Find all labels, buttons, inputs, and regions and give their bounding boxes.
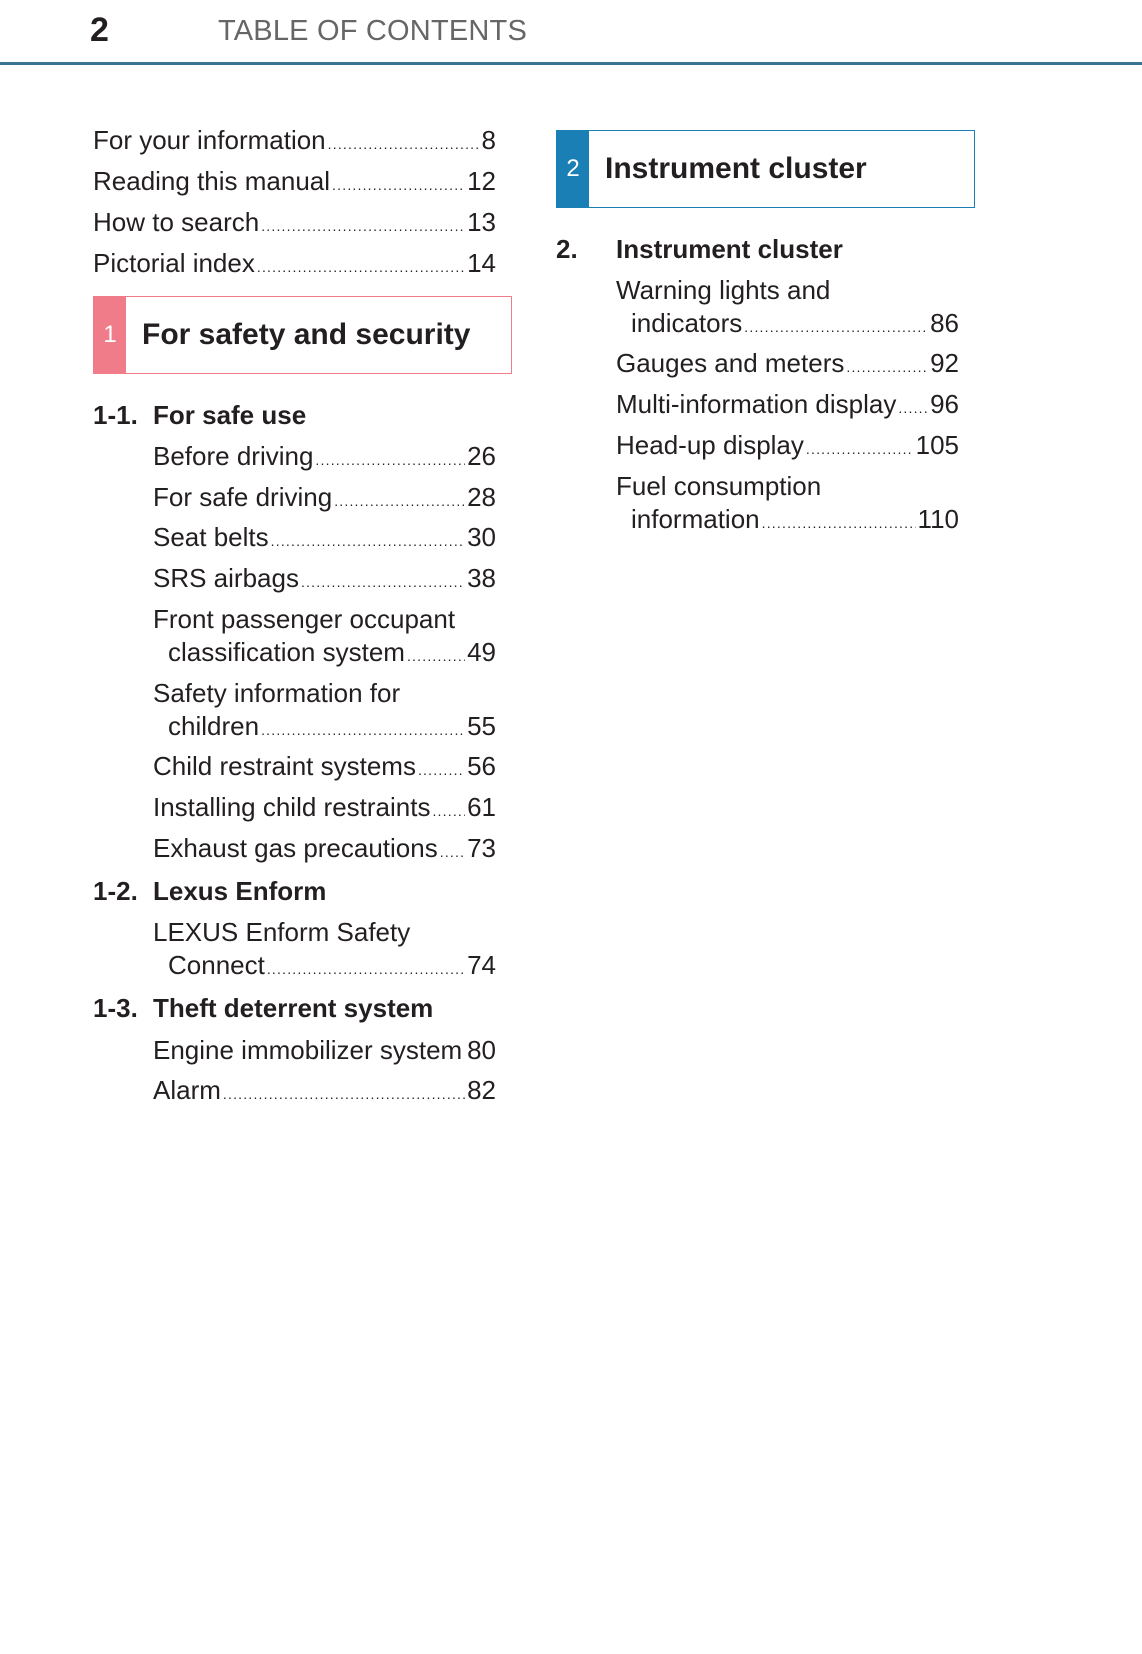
toc-entry-page: 55 — [467, 711, 496, 741]
leader-dots — [440, 836, 465, 868]
chapter-1-heading[interactable] — [93, 296, 512, 374]
section-number: 1-3. — [93, 993, 138, 1023]
toc-entry-page: 8 — [481, 125, 496, 155]
toc-entry[interactable] — [153, 791, 496, 827]
toc-entry[interactable] — [631, 503, 959, 539]
toc-entry-page: 26 — [467, 441, 496, 471]
toc-entry-label: Seat belts — [153, 522, 269, 552]
toc-entry[interactable] — [616, 388, 959, 424]
chapter-2-heading[interactable] — [556, 130, 975, 208]
toc-entry-page: 28 — [467, 482, 496, 512]
toc-entry-label: Installing child restraints — [153, 792, 431, 822]
toc-entry-page: 110 — [917, 504, 959, 534]
toc-entry-page: 82 — [467, 1075, 496, 1105]
toc-entry-page: 13 — [467, 207, 496, 237]
section-number: 1-2. — [93, 876, 138, 906]
toc-entry-page: 38 — [467, 563, 496, 593]
leader-dots — [744, 311, 928, 343]
toc-entry[interactable] — [168, 710, 496, 746]
toc-entry-page: 96 — [930, 389, 959, 419]
toc-entry[interactable] — [153, 521, 496, 557]
leader-dots — [328, 128, 480, 160]
toc-entry-page: 49 — [467, 637, 496, 667]
toc-entry-label: Reading this manual — [93, 166, 331, 196]
toc-entry[interactable] — [153, 562, 496, 598]
toc-entry-label: Connect — [168, 950, 265, 980]
toc-entry-label: Gauges and meters — [616, 348, 845, 378]
leader-dots — [407, 640, 465, 672]
section-title[interactable]: Lexus Enform — [153, 876, 327, 906]
toc-entry[interactable] — [153, 832, 496, 868]
section-number: 1-1. — [93, 400, 138, 430]
chapter-2-number: 2 — [557, 131, 589, 207]
toc-entry-label: information — [631, 504, 760, 534]
toc-entry[interactable] — [93, 247, 496, 283]
toc-entry-label: Engine immobilizer system — [153, 1035, 463, 1065]
leader-dots — [315, 444, 465, 476]
leader-dots — [271, 525, 465, 557]
leader-dots — [257, 251, 465, 283]
leader-dots — [418, 754, 465, 786]
toc-entry-page: 56 — [467, 751, 496, 781]
chapter-1-title: For safety and security — [142, 318, 471, 351]
toc-entry-label: Before driving — [153, 441, 314, 471]
toc-entry-label: classification system — [168, 637, 405, 667]
toc-entry[interactable] — [168, 949, 496, 985]
leader-dots — [432, 795, 465, 827]
toc-entry[interactable] — [153, 481, 496, 517]
leader-dots — [267, 953, 465, 985]
toc-entry-label-line1[interactable]: Warning lights and — [616, 275, 831, 305]
toc-entry[interactable] — [153, 440, 496, 476]
leader-dots — [261, 210, 465, 242]
chapter-1-number: 1 — [94, 297, 126, 373]
chapter-2-title: Instrument cluster — [605, 152, 867, 185]
toc-entry[interactable] — [93, 206, 496, 242]
toc-entry-label: For safe driving — [153, 482, 333, 512]
toc-entry-page: 86 — [930, 308, 959, 338]
toc-entry-page: 92 — [930, 348, 959, 378]
toc-entry[interactable] — [153, 1034, 496, 1070]
toc-entry-label: Child restraint systems — [153, 751, 416, 781]
toc-entry[interactable] — [93, 165, 496, 201]
leader-dots — [332, 169, 465, 201]
section-title[interactable]: Instrument cluster — [616, 234, 843, 264]
leader-dots — [301, 566, 465, 598]
leader-dots — [464, 1038, 465, 1070]
section-title[interactable]: For safe use — [153, 400, 307, 430]
toc-entry-label: indicators — [631, 308, 743, 338]
page-number: 2 — [90, 11, 109, 49]
toc-entry-page: 14 — [467, 248, 496, 278]
toc-entry-page: 105 — [915, 430, 959, 460]
toc-entry[interactable] — [153, 1074, 496, 1110]
toc-entry-label-line1[interactable]: LEXUS Enform Safety — [153, 917, 411, 947]
toc-entry-page: 73 — [467, 833, 496, 863]
toc-entry-label: Multi-information display — [616, 389, 897, 419]
toc-entry-label: Exhaust gas precautions — [153, 833, 438, 863]
toc-entry-label-line1[interactable]: Front passenger occupant — [153, 604, 456, 634]
toc-entry-label: Pictorial index — [93, 248, 255, 278]
toc-entry-page: 74 — [467, 950, 496, 980]
leader-dots — [806, 433, 914, 465]
toc-entry-label-line1[interactable]: Fuel consumption — [616, 471, 822, 501]
toc-entry[interactable] — [616, 347, 959, 383]
toc-entry-label: For your information — [93, 125, 326, 155]
leader-dots — [223, 1078, 465, 1110]
toc-entry[interactable] — [631, 307, 959, 343]
leader-dots — [261, 714, 465, 746]
section-title[interactable]: Theft deterrent system — [153, 993, 434, 1023]
leader-dots — [334, 485, 465, 517]
leader-dots — [898, 392, 928, 424]
toc-entry-label: Head-up display — [616, 430, 804, 460]
toc-entry-page: 30 — [467, 522, 496, 552]
leader-dots — [846, 351, 928, 383]
section-number: 2. — [556, 234, 578, 264]
toc-entry-label: Alarm — [153, 1075, 221, 1105]
page-title: TABLE OF CONTENTS — [218, 15, 528, 47]
toc-entry-page: 80 — [467, 1035, 496, 1065]
toc-entry[interactable] — [168, 636, 496, 672]
toc-entry[interactable] — [616, 429, 959, 465]
page-header — [0, 0, 1142, 65]
toc-entry-label-line1[interactable]: Safety information for — [153, 678, 401, 708]
toc-entry-label: SRS airbags — [153, 563, 299, 593]
toc-entry[interactable] — [153, 750, 496, 786]
toc-entry-page: 61 — [467, 792, 496, 822]
toc-entry-label: How to search — [93, 207, 260, 237]
toc-entry[interactable] — [93, 124, 496, 160]
leader-dots — [762, 507, 916, 539]
toc-entry-label: children — [168, 711, 260, 741]
toc-entry-page: 12 — [467, 166, 496, 196]
